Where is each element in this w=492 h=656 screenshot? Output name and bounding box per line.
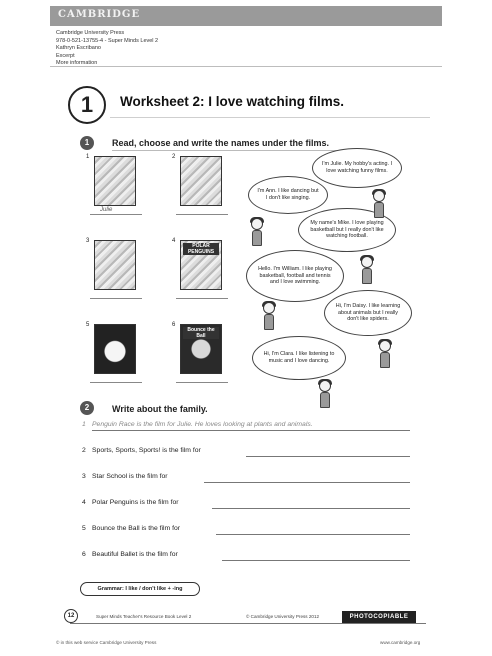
writing-line <box>204 482 410 483</box>
speech-bubble: Hello. I'm William. I like playing basketball, football and tennis and I love swimming. <box>246 250 344 302</box>
pub-line: Excerpt <box>56 52 75 59</box>
poster-title: POLAR PENGUINS <box>183 243 219 255</box>
writing-line <box>92 430 410 431</box>
title-divider <box>110 117 430 118</box>
speech-bubble: Hi, I'm Clara. I like listening to music and I love dancing. <box>252 336 346 380</box>
answer-line <box>90 298 142 299</box>
exercise-1-rule <box>112 150 362 151</box>
pub-line: 978-0-521-13755-4 - Super Minds Level 2 <box>56 37 159 44</box>
example-sentence <box>82 421 313 428</box>
film-poster <box>180 240 222 290</box>
sentence-text: Bounce the Ball is the film for <box>92 525 181 532</box>
film-number: 6 <box>172 322 176 328</box>
sentence-prompt <box>82 525 180 532</box>
grammar-box: Grammar: I like / don't like + -ing <box>80 582 200 596</box>
answer-line <box>90 214 142 215</box>
header-divider <box>50 66 442 67</box>
speech-bubble: I'm Ann. I like dancing but I don't like singing. <box>248 176 328 214</box>
film-poster <box>94 324 136 374</box>
film-number: 1 <box>86 154 90 160</box>
sentence-prompt <box>82 447 201 454</box>
pub-line: Kathryn Escribano <box>56 45 101 52</box>
sentence-number: 4 <box>82 499 86 506</box>
child-illustration <box>262 302 276 332</box>
child-illustration <box>318 380 332 410</box>
film-answer: Julie <box>100 207 113 213</box>
exercise-1-number: 1 <box>80 136 94 150</box>
web-service-note: © in this web service Cambridge University Press <box>56 640 157 645</box>
worksheet-title: Worksheet 2: I love watching films. <box>120 94 345 109</box>
sentence-prompt <box>82 551 178 558</box>
sentence-number: 5 <box>82 525 86 532</box>
sentence-number: 6 <box>82 551 86 558</box>
film-number: 4 <box>172 238 176 244</box>
speech-bubble: I'm Julie. My hobby's acting. I love watching funny films. <box>312 148 402 188</box>
website-link[interactable]: www.cambridge.org <box>380 640 421 645</box>
publication-info <box>56 30 158 68</box>
answer-line <box>176 214 228 215</box>
writing-line <box>216 534 410 535</box>
exercise-2-heading: Write about the family. <box>112 404 208 414</box>
film-number: 3 <box>86 238 90 244</box>
child-illustration <box>372 190 386 220</box>
film-number: 5 <box>86 322 90 328</box>
sentence-prompt <box>82 499 179 506</box>
sentence-number: 3 <box>82 473 86 480</box>
page-number: 12 <box>64 609 78 623</box>
writing-line <box>246 456 410 457</box>
footer-book-title: Super Minds Teacher's Resource Book Level 2 <box>96 614 192 619</box>
sentence-text: Sports, Sports, Sports! is the film for <box>92 447 201 454</box>
answer-line <box>90 382 142 383</box>
sentence-text: Penguin Race is the film for Julie. He loves looking at plants and animals. <box>92 421 313 428</box>
poster-title: Bounce the Ball <box>183 327 219 339</box>
answer-line <box>176 382 228 383</box>
sentence-number: 2 <box>82 447 86 454</box>
sentence-text: Star School is the film for <box>92 473 168 480</box>
film-poster <box>180 324 222 374</box>
film-poster <box>180 156 222 206</box>
sentence-text: Polar Penguins is the film for <box>92 499 179 506</box>
sentence-prompt <box>82 473 168 480</box>
child-illustration <box>250 218 264 248</box>
sentence-number: 1 <box>82 421 86 428</box>
exercise-2-number: 2 <box>80 401 94 415</box>
pub-line: Cambridge University Press <box>56 30 125 36</box>
writing-line <box>212 508 410 509</box>
film-poster <box>94 240 136 290</box>
film-poster <box>94 156 136 206</box>
footer-copyright: © Cambridge University Press 2012 <box>246 614 320 619</box>
publisher-logo: CAMBRIDGE <box>58 9 141 20</box>
writing-line <box>222 560 410 561</box>
speech-bubble: My name's Mike. I love playing basketball but I really don't like watching football. <box>298 208 396 252</box>
answer-line <box>176 298 228 299</box>
child-illustration <box>360 256 374 286</box>
pub-line: More information <box>56 60 98 67</box>
film-number: 2 <box>172 154 176 160</box>
child-illustration <box>378 340 392 370</box>
footer-divider <box>70 623 426 624</box>
publisher-bar <box>50 6 442 26</box>
exercise-1-heading: Read, choose and write the names under the films. <box>112 138 330 148</box>
unit-number-badge: 1 <box>68 86 106 124</box>
speech-bubble: Hi, I'm Daisy. I like learning about animals but I really don't like spiders. <box>324 290 412 336</box>
sentence-text: Beautiful Ballet is the film for <box>92 551 178 558</box>
photocopiable-badge: PHOTOCOPIABLE <box>342 611 416 623</box>
